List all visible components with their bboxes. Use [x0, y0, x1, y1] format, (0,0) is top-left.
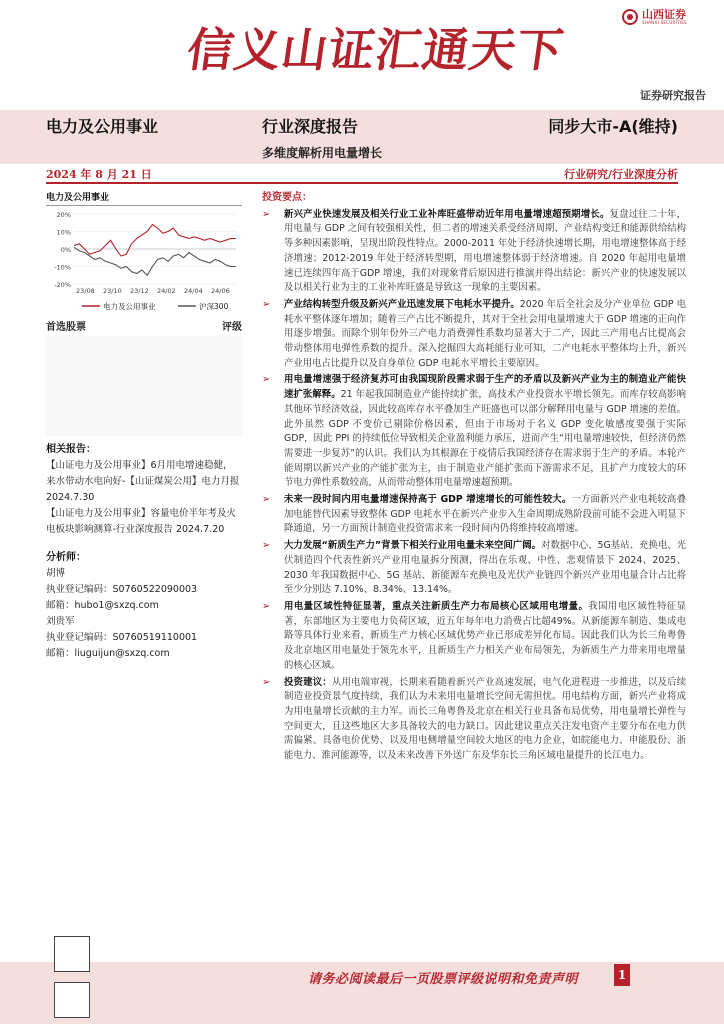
analyst-head: 分析师：: [46, 552, 86, 563]
y-tick-label: -20%: [54, 281, 71, 289]
performance-chart: [46, 206, 242, 316]
key-point-text: 一方面新兴产业电耗较高叠加电能替代因素导致整体 GDP 电耗水平在新兴产业步入生命周期成熟阶段前可能不会进入明显下降通道，另一方面预计制造业投资需求来一段时间内仍将维持较高增速。: [284, 494, 686, 535]
report-date: 2024 年 8 月 21 日: [46, 168, 152, 181]
y-tick-label: -10%: [54, 263, 71, 272]
key-point-text: 对数据中心、5G基站、充换电、光伏制造四个代表性新兴产业用电量拆分预测，得出在乐观、中性、悲观情景下 2024、2025、2030 年我国数据中心、5G 基站、新能源车充换电及光伏产业链四个新兴产业用电量合计占比将至少分别达 7.10%、8.34%、13.14%。: [284, 540, 687, 596]
x-tick-label: 23/08: [76, 287, 95, 295]
key-point-item: [262, 493, 686, 537]
qr-code-icon[interactable]: [54, 936, 90, 972]
arrow-bullet-icon: ➢: [262, 494, 271, 506]
arrow-bullet-icon: ➢: [262, 600, 271, 612]
brand-slogan: 信义山证汇通天下: [183, 23, 568, 77]
logo-sub: SHANXI SECURITIES: [642, 20, 688, 25]
company-logo: [622, 6, 687, 28]
disclaimer: 请务必阅读最后一页股票评级说明和免责声明: [308, 972, 579, 987]
logo-name: 山西证券: [642, 8, 686, 21]
industry-rating: 同步大市-A(维持): [548, 117, 678, 136]
key-point-text: 2020 年后全社会及分产业单位 GDP 电耗水平整体逐年增加；随着三产占比不断提升，其对于全社会用电量增速大于 GDP 增速的正向作用逐步增强。而除个别年份外三产电力消费弹性系数均显著大于二产，因此三产用电占比提高会带动整体用电弹性系数的提升。深入挖掘四大高耗能行业可知，二产电耗水平整体均上升，新兴产业用电占比提升以及自身单位 GDP 电耗水平增长主要原因。: [284, 298, 686, 369]
analyst-line: 执业登记编码：S0760522090003: [46, 584, 198, 595]
report-category: 行业研究/行业深度分析: [563, 168, 678, 181]
key-point-lead: 未来一段时间内用电量增速保持高于 GDP 增速增长的可能性较大。: [284, 494, 572, 506]
performance-chart-block: [46, 190, 242, 320]
x-tick-label: 24/04: [184, 287, 203, 295]
arrow-bullet-icon: ➢: [262, 208, 271, 220]
key-point-lead: 用电量区域性特征显著，重点关注新质生产力布局核心区域用电增量。: [284, 600, 589, 612]
qr-code-icon[interactable]: [54, 982, 90, 1018]
analyst-email[interactable]: 邮箱：liuguijun@sxzq.com: [46, 648, 170, 659]
key-point-text: 复盘过往二十年，用电量与 GDP 之间有较强相关性，但二者的增速关系受经济周期、产业结构变迁和能源供给结构等多种因素影响，呈现出阶段性特点。2000-2011 年处于经济快速增长期，用电增速整体高于经济增速；2012-2019 年处于经济转型期，用电增速整体弱于经济增速。自 2020 年起用电量增速已连续四年高于GDP 增速，我们对现象背后原因进行推演并得出结论：新兴产业的快速发展以及以相关行业为主的工业补库旺盛是导致这一现象的主要因素。: [284, 208, 686, 294]
y-tick-label: 20%: [56, 211, 71, 219]
key-point-item: [262, 373, 686, 491]
related-text: 【山证电力及公用事业】6月用电增速稳健，来水带动水电向好-【山证煤炭公用】电力月报 2024.7.30 【山证电力及公用事业】容量电价半年考及火电板块影响测算-行业深度报告 2024.7.20: [46, 460, 240, 535]
arrow-bullet-icon: ➢: [262, 676, 271, 688]
key-point-item: [262, 676, 686, 764]
preferred-stocks-table: [46, 336, 242, 436]
industry-name: 电力及公用事业: [46, 117, 159, 136]
arrow-bullet-icon: ➢: [262, 374, 271, 386]
arrow-bullet-icon: ➢: [262, 298, 271, 310]
key-point-item: [262, 298, 686, 372]
key-point-lead: 投资建议：: [284, 676, 332, 688]
key-point-lead: 用电量增速强于经济复苏可由我国现阶段需求弱于生产的矛盾以及新兴产业为主的制造业产能快速扩张解释。: [284, 374, 686, 401]
arrow-bullet-icon: ➢: [262, 540, 271, 552]
report-type: 行业深度报告: [262, 117, 359, 136]
chart-title: 电力及公用事业: [46, 190, 242, 206]
legend-label: 电力及公用事业: [103, 302, 156, 311]
analyst-line: 刘贵军: [46, 616, 75, 627]
x-tick-label: 23/12: [130, 287, 149, 295]
research-label: 证券研究报告: [640, 89, 706, 102]
analyst-line: 执业登记编码：S0760519110001: [46, 632, 198, 643]
legend-label: 沪深300: [199, 302, 229, 311]
header-divider: [46, 182, 678, 184]
key-point-text: 21 年起我国制造业产能持续扩张，高技术产业投资水平增长领先。而库存较高影响其他环节经济效益，因此较高库存水平叠加生产旺盛也可以部分解释用电量与 GDP 增速的差值。此外虽然 GDP 不变价已剔除价格因素，但由于市场对于名义 GDP 变化敏感度要强于实际 GDP，因此 PPI 的持续低位导致相关企业盈利能力承压，进而产生“用电量增速较快，但经济仍然需要进一步复苏”的认识。我们认为其根源在于疫情后我国经济存在需求弱于生产的矛盾。本轮产能周期以新兴产业的产能扩张为主，由于制造业产能扩张而下游需求不足，且扩产力度较大的环节电力弹性系数较高，从而带动整体用电量增速超预期。: [284, 389, 686, 489]
analyst-email[interactable]: 邮箱：hubo1@sxzq.com: [46, 600, 159, 611]
key-point-text: 从用电端审视，长期来看随着新兴产业高速发展，电气化进程进一步推进，以及后续制造业投资景气度持续，我们认为未来用电量增长空间无需担忧。用电结构方面，新兴产业将成为用电量增长贡献的主力军。而长三角粤鲁及北京在相关行业具备布局优势，用电量增长弹性与空间更大，且这些地区大多具备较大的电力缺口。因此建议重点关注发电资产主要分布在电力供需偏紧、具备电价优势、以及用电侧增量空间较大地区的电力企业，如皖能电力、申能股份、浙能电力、淮河能源等，以及未来改善下外送广东及华东长三角区域电量提升的长江电力。: [284, 676, 686, 762]
preferred-stocks-header: [46, 318, 242, 338]
y-tick-label: 10%: [56, 228, 71, 237]
key-point-item: [262, 539, 686, 598]
related-head: 相关报告：: [46, 444, 96, 455]
logo-mark-icon: [622, 9, 638, 25]
key-point-text: 我国用电区域性特征显著，东部地区为主要电力负荷区域，近五年每年电力消费占比超49%。从新能源车制造、集成电路等具体行业来看，新质生产力核心区域优势产业已形成差异化布局。因此我们认为长三角粤鲁及北京地区用电量处于领先水平，且新质生产力相关产业布局领先，为新质生产力带来用电增量的核心区域。: [284, 600, 686, 671]
x-tick-label: 24/02: [157, 287, 176, 295]
x-tick-label: 23/10: [103, 287, 122, 295]
key-point-lead: 大力发展“新质生产力”背景下相关行业用电量未来空间广阔。: [284, 540, 542, 552]
key-points-label: 投资要点：: [262, 192, 312, 203]
stocks-col-name: 首选股票: [46, 322, 86, 333]
series-line: [74, 225, 236, 257]
key-point-lead: 产业结构转型升级及新兴产业迅速发展下电耗水平提升。: [284, 298, 520, 310]
stocks-col-rating: 评级: [222, 322, 242, 333]
y-tick-label: 0%: [60, 246, 71, 254]
key-points: [262, 191, 686, 766]
related-reports: [46, 442, 242, 538]
page-number: 1: [614, 964, 630, 986]
key-point-item: [262, 600, 686, 674]
analyst-block: [46, 550, 242, 662]
key-point-lead: 新兴产业快速发展及相关行业工业补库旺盛带动近年用电量增速超预期增长。: [284, 208, 610, 220]
analyst-line: 胡博: [46, 568, 66, 579]
x-tick-label: 24/06: [211, 287, 230, 295]
report-subtitle: 多维度解析用电量增长: [262, 146, 383, 160]
key-point-item: [262, 208, 686, 296]
